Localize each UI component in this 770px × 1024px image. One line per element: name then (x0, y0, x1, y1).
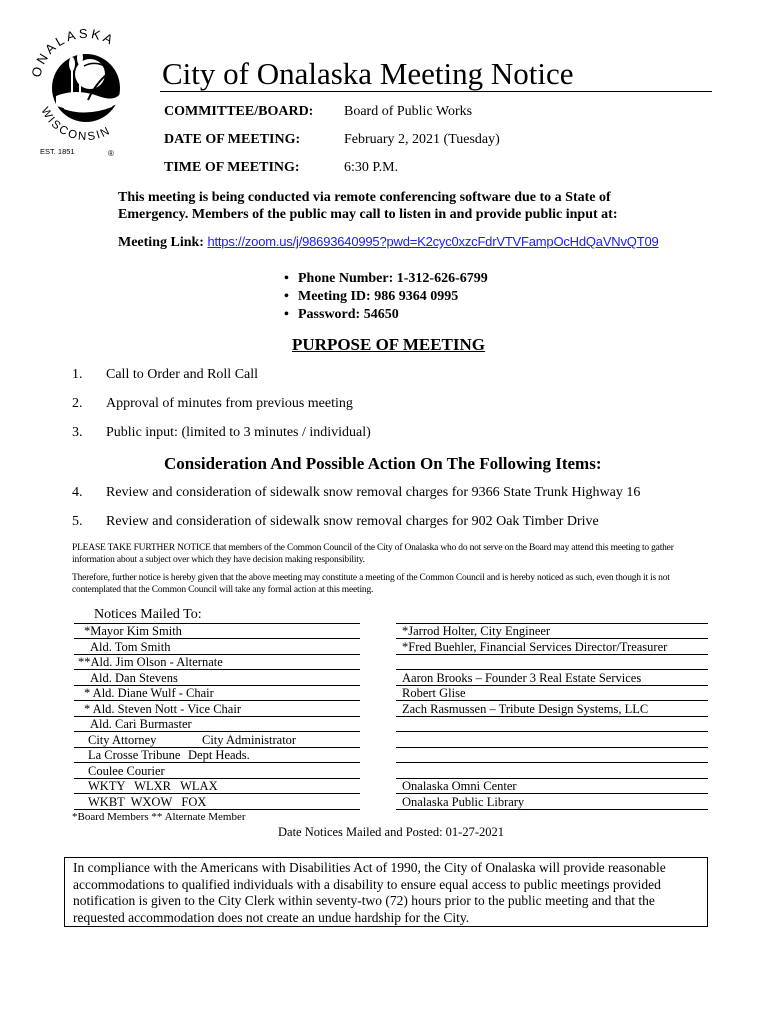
mailing-recipient: * Ald. Diane Wulf - Chair (84, 686, 214, 700)
mailing-line (74, 638, 360, 639)
agenda-item-text: Review and consideration of sidewalk snow removal charges for 9366 State Trunk Highway 16 (106, 485, 641, 500)
mailing-recipient: Ald. Tom Smith (90, 640, 171, 654)
call-in-details (284, 270, 488, 324)
mailing-line (74, 809, 360, 810)
mailing-recipient: Zach Rasmussen – Tribute Design Systems, LLC (402, 702, 649, 716)
mailing-recipient: WKBT WXOW FOX (88, 795, 207, 809)
mailing-line (74, 700, 360, 701)
mailing-line (74, 654, 360, 655)
further-notice-paragraph: PLEASE TAKE FURTHER NOTICE that members of the Common Council of the City of Onalaska who do not serve on the Board may attend this meeting to gather information about a subject over which they have decision making responsibility. (72, 543, 674, 565)
mailing-line (74, 778, 360, 779)
mailing-line (396, 762, 708, 763)
purpose-heading: PURPOSE OF MEETING (292, 335, 485, 354)
phone-number: • Phone Number: 1-312-626-6799 (284, 270, 488, 288)
mailing-recipient: Dept Heads. (188, 748, 250, 762)
agenda-item-number: 1. (72, 367, 83, 382)
notices-mailed-heading: Notices Mailed To: (94, 607, 202, 622)
mailing-recipient: *Fred Buehler, Financial Services Director/Treasurer (402, 640, 668, 654)
time-value: 6:30 P.M. (344, 160, 399, 175)
mailing-recipient: City Administrator (202, 733, 297, 747)
seal-top-text: ONALASKA (28, 25, 119, 79)
member-footnote: *Board Members ** Alternate Member (72, 811, 246, 823)
mailing-line (396, 669, 708, 670)
meeting-link-label: Meeting Link: (118, 235, 204, 250)
mailing-recipient: Coulee Courier (88, 764, 165, 778)
mailing-line (396, 623, 708, 624)
meeting-link[interactable]: https://zoom.us/j/98693640995?pwd=K2cyc0xzcFdrVTVFampOcHdQaVNvQT09 (207, 234, 659, 249)
mailing-recipient: La Crosse Tribune (88, 748, 181, 762)
council-notice-paragraph: Therefore, further notice is hereby given that the above meeting may constitute a meeting of the Common Council and is hereby noticed as such, even though it is not contemplated that the Common Council will take any formal action at this meeting. (72, 573, 670, 595)
date-posted: Date Notices Mailed and Posted: 01-27-2021 (278, 825, 504, 839)
mailing-line (396, 809, 708, 810)
ada-notice-box (64, 857, 708, 927)
date-value: February 2, 2021 (Tuesday) (344, 132, 500, 147)
agenda-item-text: Public input: (limited to 3 minutes / individual) (106, 425, 371, 440)
seal-registered-mark: ® (108, 149, 114, 158)
mailing-line (74, 793, 360, 794)
mailing-line (74, 669, 360, 670)
time-label: TIME OF MEETING: (164, 160, 300, 175)
agenda-item-number: 5. (72, 514, 83, 529)
mailing-line (396, 654, 708, 655)
mailing-recipient: Onalaska Omni Center (402, 779, 517, 793)
page-title: City of Onalaska Meeting Notice (162, 56, 574, 91)
mailing-line (74, 731, 360, 732)
meeting-password: • Password: 54650 (284, 306, 488, 324)
mailing-recipient: WKTY WLXR WLAX (88, 779, 218, 793)
mailing-recipient: Onalaska Public Library (402, 795, 525, 809)
agenda-item-text: Review and consideration of sidewalk snow removal charges for 902 Oak Timber Drive (106, 514, 599, 529)
remote-meeting-intro: This meeting is being conducted via remote conferencing software due to a State of Emergency. Members of the public may call to listen in and provide public input at: (118, 190, 618, 222)
city-seal (26, 22, 144, 162)
title-rule (160, 91, 712, 92)
mailing-line (74, 623, 360, 624)
mailing-line (396, 731, 708, 732)
meeting-id: • Meeting ID: 986 9364 0995 (284, 288, 488, 306)
seal-bottom-text: WISCONSIN (38, 105, 114, 144)
mailing-recipient: Aaron Brooks – Founder 3 Real Estate Services (402, 671, 642, 685)
mailing-recipient: Ald. Dan Stevens (90, 671, 178, 685)
mailing-line (74, 716, 360, 717)
committee-value: Board of Public Works (344, 104, 473, 119)
mailing-line (396, 747, 708, 748)
committee-label: COMMITTEE/BOARD: (164, 104, 314, 119)
mailing-line (396, 778, 708, 779)
mailing-recipient: City Attorney (88, 733, 157, 747)
mailing-line (74, 685, 360, 686)
agenda-item-text: Call to Order and Roll Call (106, 367, 259, 382)
mailing-line (396, 685, 708, 686)
mailing-line (74, 762, 360, 763)
date-label: DATE OF MEETING: (164, 132, 301, 147)
consideration-heading: Consideration And Possible Action On The Following Items: (164, 454, 602, 473)
mailing-recipient: Ald. Cari Burmaster (90, 717, 192, 731)
agenda-item-number: 3. (72, 425, 83, 440)
agenda-item-number: 4. (72, 485, 83, 500)
agenda-item-text: Approval of minutes from previous meeting (106, 396, 353, 411)
mailing-line (396, 700, 708, 701)
mailing-line (396, 716, 708, 717)
mailing-recipient: * Ald. Steven Nott - Vice Chair (84, 702, 241, 716)
mailing-recipient: Robert Glise (402, 686, 466, 700)
mailing-line (396, 638, 708, 639)
seal-est-text: EST. 1851 (40, 147, 75, 156)
city-seal-graphic (26, 22, 144, 162)
mailing-line (74, 747, 360, 748)
agenda-item-number: 2. (72, 396, 83, 411)
mailing-recipient: *Jarrod Holter, City Engineer (402, 624, 551, 638)
mailing-recipient: *Mayor Kim Smith (84, 624, 182, 638)
meeting-link-line (118, 234, 659, 251)
mailing-line (396, 793, 708, 794)
ada-notice-text: In compliance with the Americans with Disabilities Act of 1990, the City of Onalaska will provide reasonable accommodations to qualified individuals with a disability to ensure equal access to public meetings provided notification is given to the City Clerk within seventy-two (72) hours prior to the public meeting and that the requested accommodation does not create an undue hardship for the City. (73, 860, 666, 925)
mailing-recipient: **Ald. Jim Olson - Alternate (78, 655, 223, 669)
